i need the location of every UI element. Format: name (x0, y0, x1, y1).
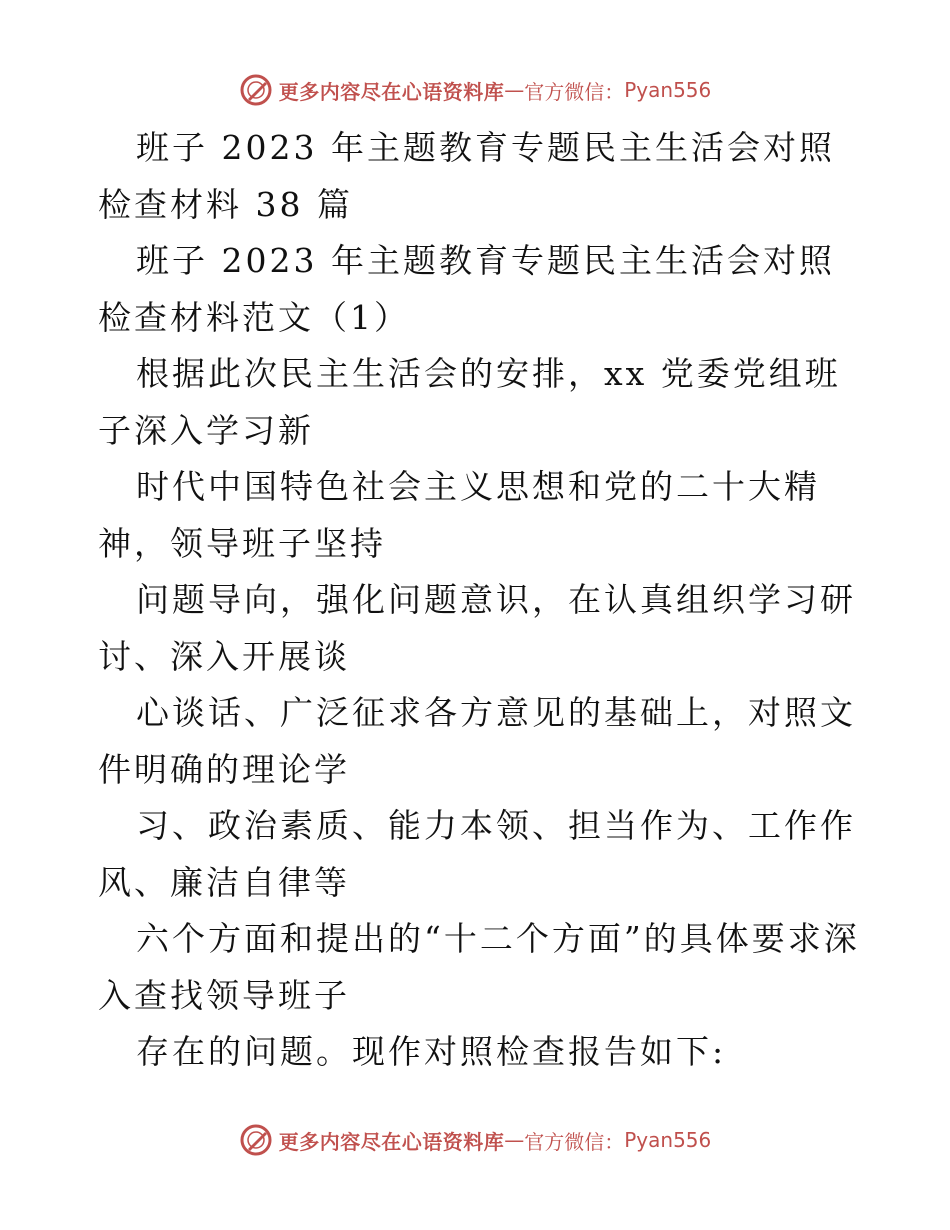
document-title: 班子 2023 年主题教育专题民主生活会对照检查材料 38 篇 (98, 128, 835, 224)
document-body (98, 120, 868, 1081)
banner-dash: — (504, 78, 525, 102)
footer-watermark-banner (0, 1120, 950, 1160)
banner-official-label: 官方微信： (524, 79, 625, 104)
header-watermark-banner (0, 70, 950, 110)
body-paragraph: 问题导向，强化问题意识，在认真组织学习研讨、深入开展谈 (98, 580, 856, 676)
body-paragraph: 习、政治素质、能力本领、担当作为、工作作风、廉洁自律等 (98, 806, 856, 902)
pen-circle-icon (239, 1123, 273, 1157)
body-paragraph: 存在的问题。现作对照检查报告如下: (136, 1032, 727, 1071)
banner-wechat-handle: Pyan556 (624, 78, 712, 102)
body-paragraph: 根据此次民主生活会的安排，xx 党委党组班子深入学习新 (98, 354, 841, 450)
banner-brand-text: 更多内容尽在心语资料库 (278, 1129, 505, 1154)
body-paragraph: 时代中国特色社会主义思想和党的二十大精神，领导班子坚持 (98, 467, 820, 563)
banner-wechat-handle: Pyan556 (624, 1128, 712, 1152)
pen-circle-icon (239, 73, 273, 107)
banner-dash: — (504, 1128, 525, 1152)
body-paragraph: 心谈话、广泛征求各方意见的基础上，对照文件明确的理论学 (98, 693, 856, 789)
banner-official-label: 官方微信： (524, 1129, 625, 1154)
section-title: 班子 2023 年主题教育专题民主生活会对照检查材料范文（1） (98, 241, 835, 337)
body-paragraph: 六个方面和提出的“十二个方面”的具体要求深入查找领导班子 (98, 919, 860, 1015)
banner-brand-text: 更多内容尽在心语资料库 (278, 79, 505, 104)
